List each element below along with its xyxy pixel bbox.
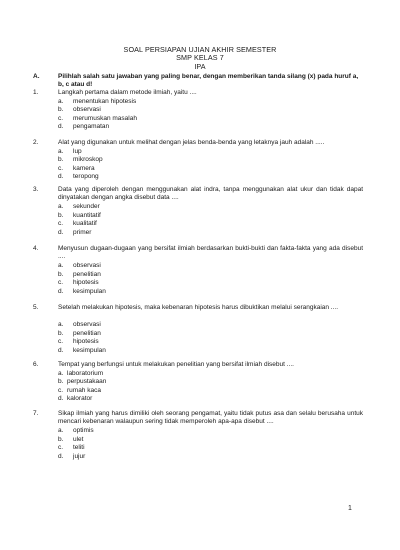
- option-item: [58, 262, 358, 271]
- option-letter: c.: [58, 386, 64, 394]
- option-item: [58, 321, 358, 330]
- question-text: Setelah melakukan hipotesis, maka kebenaran hipotesis harus dibuktikan melalui serangkaian ....: [58, 304, 339, 311]
- option-letter: b.: [58, 329, 64, 337]
- option-text: kalorator: [67, 395, 93, 403]
- option-text: pengamatan: [73, 123, 110, 131]
- question-text: Langkah pertama dalam metode ilmiah, yaitu ....: [58, 89, 197, 96]
- question-number: 3.: [33, 186, 39, 193]
- option-item: [58, 165, 358, 174]
- instruction-text: Pilihlah salah satu jawaban yang paling benar, dengan memberikan tanda silang (x) pada huruf a, b, c atau d!: [58, 73, 359, 89]
- option-letter: d.: [58, 346, 64, 354]
- option-text: kesimpulan: [73, 346, 106, 354]
- option-item: [58, 271, 358, 280]
- option-text: teropong: [73, 173, 99, 181]
- option-item: [58, 453, 358, 462]
- option-text: teliti: [73, 444, 85, 452]
- option-item: [58, 387, 358, 396]
- option-item: [58, 279, 358, 288]
- option-text: optimis: [73, 427, 94, 435]
- page-number: 1: [348, 505, 352, 512]
- option-text: ulet: [73, 435, 84, 443]
- option-letter: d.: [58, 452, 64, 460]
- option-list: [58, 203, 358, 237]
- question-number: 1.: [33, 89, 39, 96]
- option-item: [58, 229, 358, 238]
- option-item: [58, 156, 358, 165]
- option-letter: c.: [58, 279, 64, 287]
- option-list: [58, 370, 358, 404]
- option-item: [58, 173, 358, 182]
- option-text: merumuskan masalah: [73, 114, 137, 122]
- option-item: [58, 98, 358, 107]
- question-text: Alat yang digunakan untuk melihat dengan jelas benda-benda yang letaknya jauh adalah .....: [58, 139, 325, 146]
- option-letter: b.: [58, 156, 64, 164]
- question-text: Data yang diperoleh dengan menggunakan alat indra, tanpa menggunakan alat ukur dan tidak dapat dinyatakan dengan angka disebut data ....: [58, 186, 363, 202]
- option-item: [58, 370, 358, 379]
- option-letter: c.: [58, 220, 64, 228]
- option-text: perpustakaan: [67, 378, 107, 386]
- option-item: [58, 436, 358, 445]
- option-letter: c.: [58, 444, 64, 452]
- option-text: penelitian: [73, 270, 101, 278]
- option-letter: d.: [58, 173, 64, 181]
- option-text: kesimpulan: [73, 287, 106, 295]
- option-text: hipotesis: [73, 279, 99, 287]
- question-number: 2.: [33, 139, 39, 146]
- option-text: laboratorium: [67, 369, 104, 377]
- option-text: observasi: [73, 262, 101, 270]
- option-letter: a.: [58, 203, 64, 211]
- option-letter: a.: [58, 147, 64, 155]
- option-letter: a.: [58, 97, 64, 105]
- option-item: [58, 347, 358, 356]
- option-item: [58, 330, 358, 339]
- option-item: [58, 427, 358, 436]
- option-text: observasi: [73, 106, 101, 114]
- option-item: [58, 220, 358, 229]
- option-letter: c.: [58, 114, 64, 122]
- option-letter: d.: [58, 287, 64, 295]
- option-item: [58, 106, 358, 115]
- option-letter: d.: [58, 228, 64, 236]
- option-list: [58, 148, 358, 182]
- option-item: [58, 203, 358, 212]
- option-text: primer: [73, 228, 92, 236]
- option-text: menentukan hipotesis: [73, 97, 137, 105]
- option-item: [58, 288, 358, 297]
- option-text: rumah kaca: [67, 386, 101, 394]
- question-text: Sikap ilmiah yang harus dimiliki oleh seorang pengamat, yaitu tidak putus asa dan selalu berusaha untuk mencari kebenaran walaupun sering tidak memperoleh apa-apa disebut ....: [58, 410, 363, 426]
- question-text: Menyusun dugaan-dugaan yang bersifat ilmiah berdasarkan bukti-bukti dan fakta-fakta yang ada disebut ....: [58, 245, 363, 261]
- option-list: [58, 427, 358, 461]
- option-letter: a.: [58, 369, 64, 377]
- option-text: observasi: [73, 321, 101, 329]
- option-text: hipotesis: [73, 338, 99, 346]
- option-letter: c.: [58, 164, 64, 172]
- option-letter: b.: [58, 435, 64, 443]
- option-letter: a.: [58, 321, 64, 329]
- option-text: jujur: [73, 452, 86, 460]
- option-letter: a.: [58, 427, 64, 435]
- option-text: sekunder: [73, 203, 100, 211]
- option-item: [58, 148, 358, 157]
- option-letter: b.: [58, 211, 64, 219]
- option-letter: b.: [58, 106, 64, 114]
- option-text: penelitian: [73, 329, 101, 337]
- option-text: kamera: [73, 164, 95, 172]
- option-letter: d.: [58, 123, 64, 131]
- option-list: [58, 321, 358, 355]
- option-letter: b.: [58, 378, 64, 386]
- header-subject: IPA: [194, 61, 206, 71]
- option-item: [58, 395, 358, 404]
- question-number: 6.: [33, 361, 39, 368]
- question-number: 7.: [33, 410, 39, 417]
- header-class: SMP KELAS 7: [176, 53, 224, 63]
- document-header: [0, 46, 400, 71]
- header-title: SOAL PERSIAPAN UJIAN AKHIR SEMESTER: [123, 45, 277, 54]
- option-text: kualitatif: [73, 220, 97, 228]
- question-number: 4.: [33, 245, 39, 252]
- option-list: [58, 98, 358, 132]
- option-letter: b.: [58, 270, 64, 278]
- option-letter: c.: [58, 338, 64, 346]
- option-list: [58, 262, 358, 296]
- option-text: kuantitatif: [73, 211, 101, 219]
- option-item: [58, 338, 358, 347]
- option-letter: d.: [58, 395, 64, 403]
- option-item: [58, 123, 358, 132]
- question-text: Tempat yang berfungsi untuk melakukan penelitian yang bersifat ilmiah disebut ....: [58, 361, 294, 368]
- option-item: [58, 212, 358, 221]
- option-item: [58, 444, 358, 453]
- option-item: [58, 378, 358, 387]
- section-label: A.: [33, 73, 40, 80]
- option-item: [58, 115, 358, 124]
- question-number: 5.: [33, 304, 39, 311]
- option-text: lup: [73, 147, 82, 155]
- option-text: mikroskop: [73, 156, 103, 164]
- option-letter: a.: [58, 262, 64, 270]
